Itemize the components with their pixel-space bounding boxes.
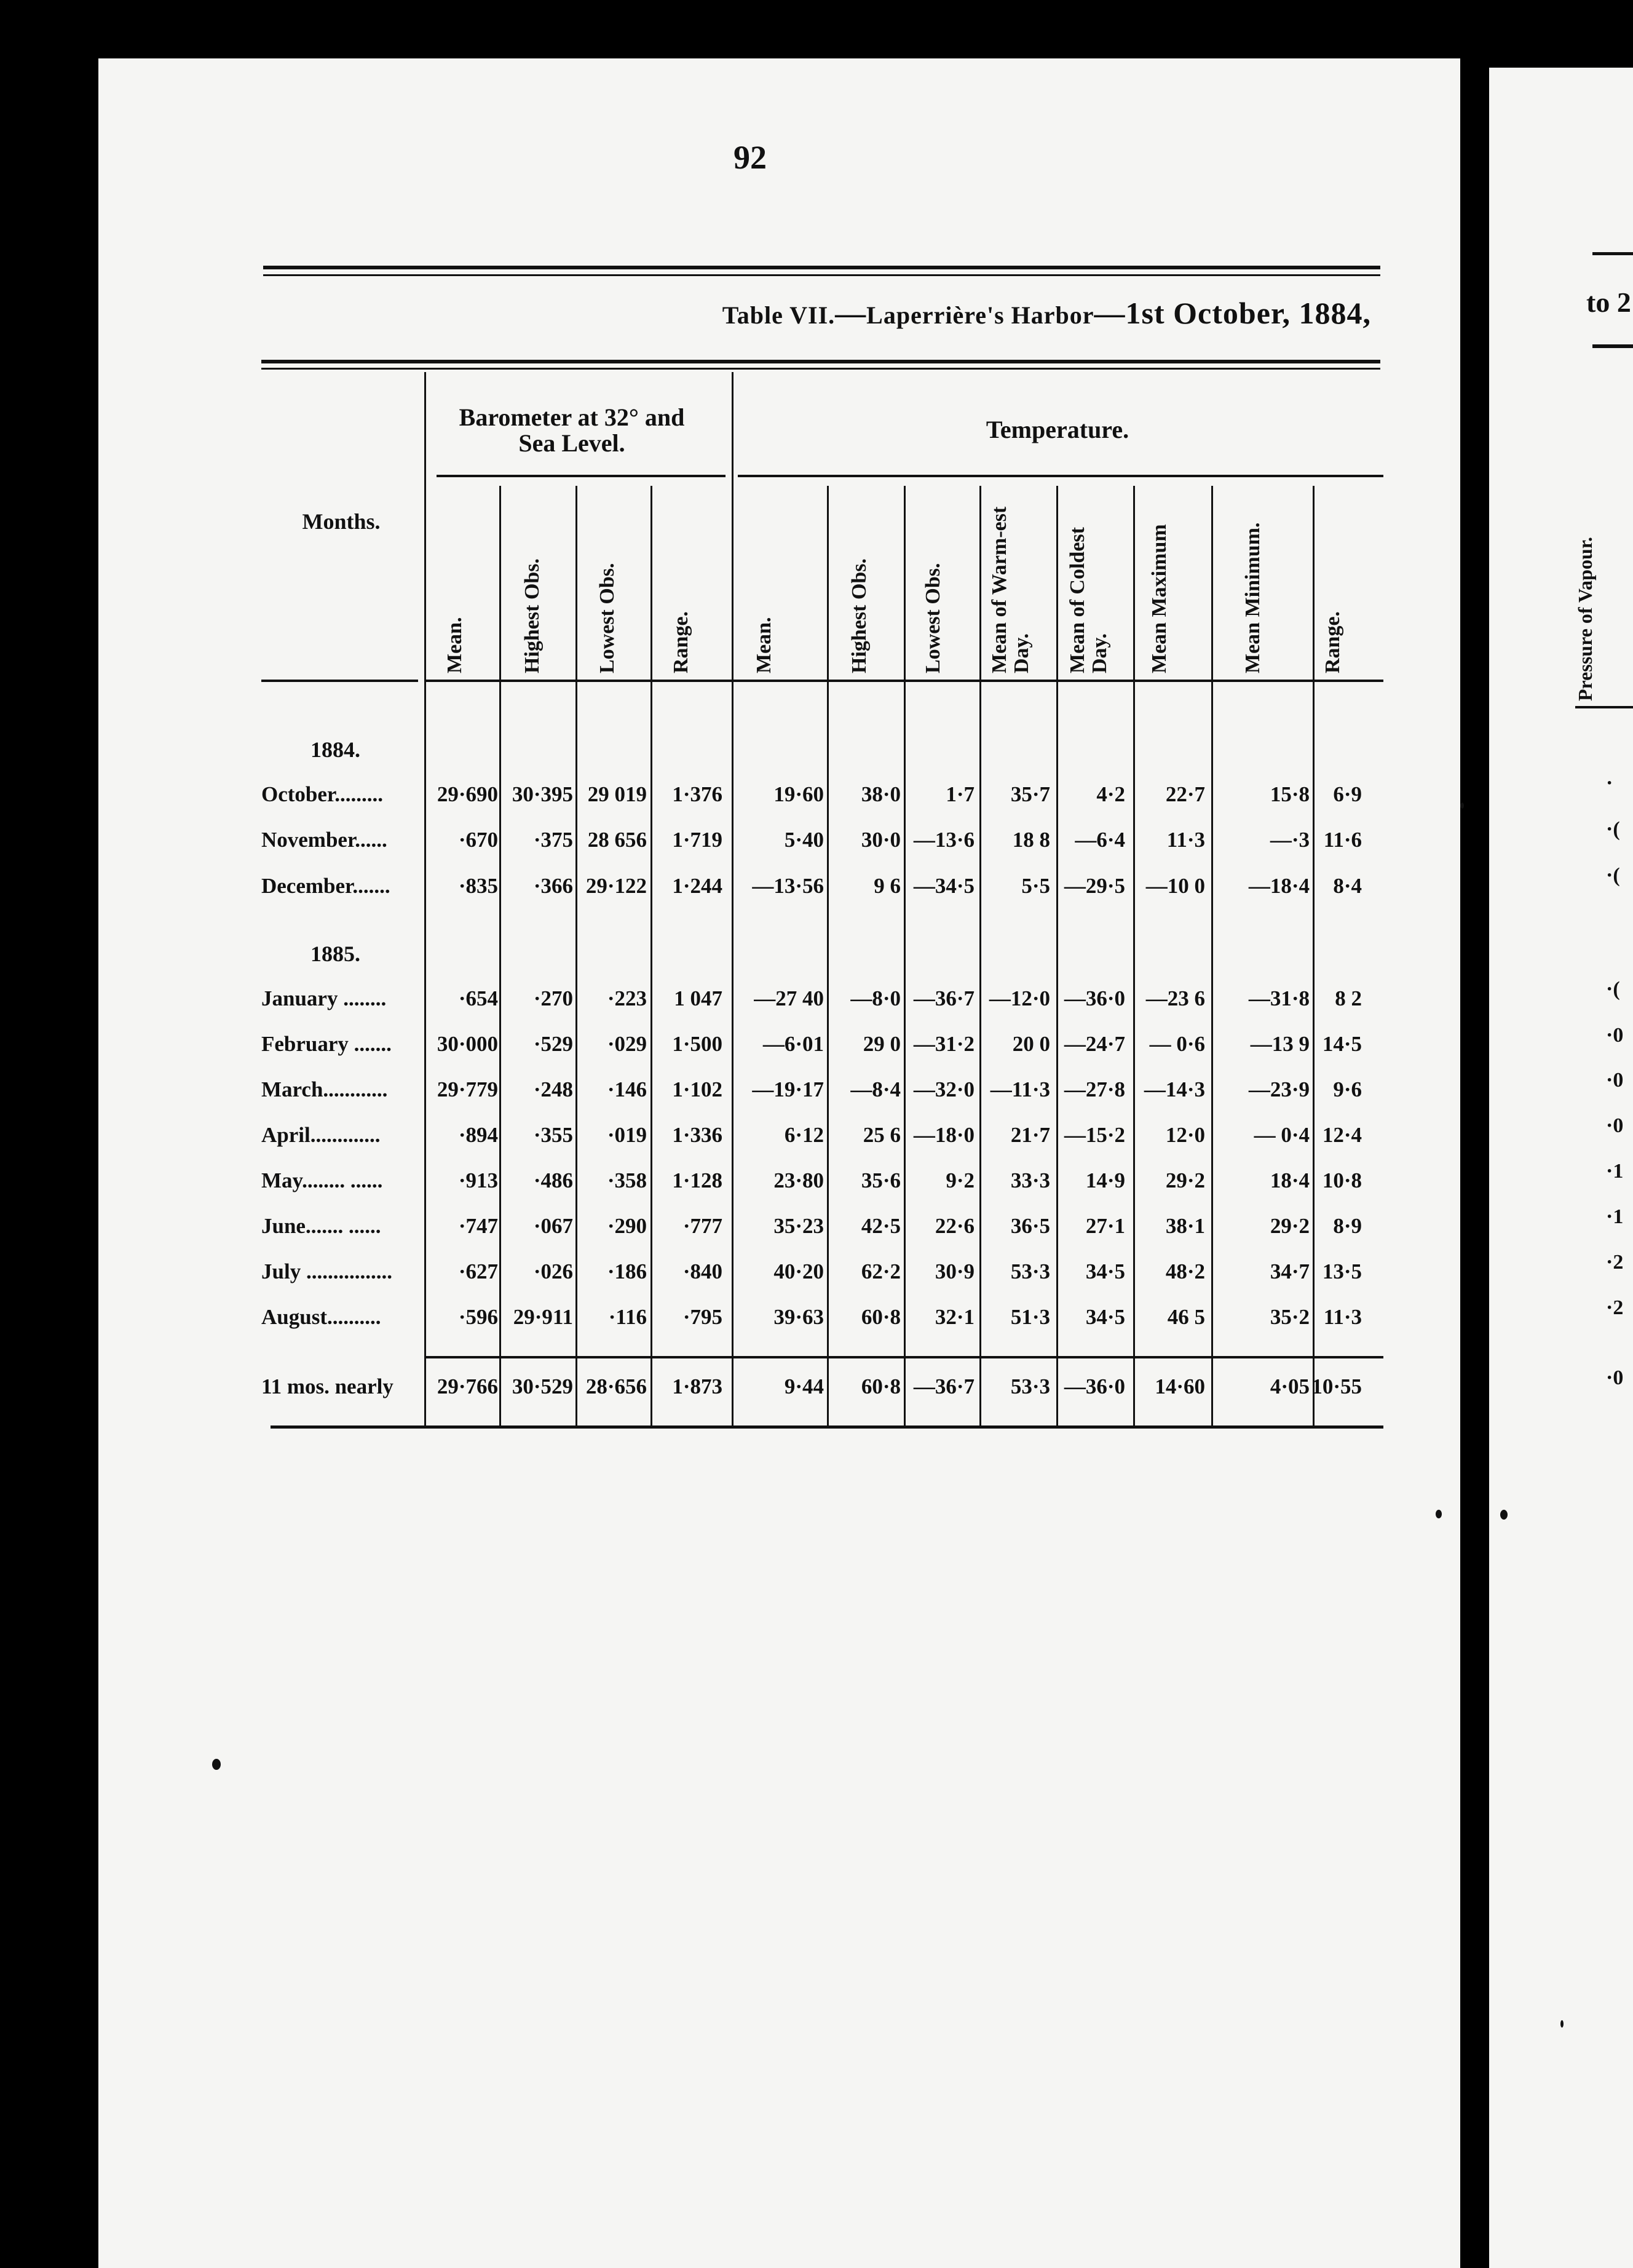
year-label-1885: 1885. xyxy=(310,942,360,966)
summary-row-cell: 30·529 xyxy=(512,1374,573,1398)
table-row-label: October......... xyxy=(261,782,383,806)
table-row-cell: ·670 xyxy=(458,828,498,852)
summary-row-cell: 1·873 xyxy=(672,1374,722,1398)
table-row-cell: ·627 xyxy=(458,1259,498,1283)
table-row-cell: —·3 xyxy=(1270,828,1310,852)
table-row-cell: —15·2 xyxy=(1064,1123,1125,1147)
scan-speck xyxy=(1560,2020,1564,2028)
table-row-cell: 29·779 xyxy=(437,1077,498,1101)
summary-row-cell: —36·0 xyxy=(1064,1374,1125,1398)
table-row-cell: 29·2 xyxy=(1270,1214,1310,1238)
table-row-cell: 11·3 xyxy=(1166,828,1205,852)
top-rule-thin xyxy=(263,274,1380,276)
table-row-cell: 1·128 xyxy=(672,1168,722,1192)
table-row-cell: ·355 xyxy=(533,1123,573,1147)
table-row-label: January ........ xyxy=(261,986,387,1010)
scan-speck xyxy=(1460,803,1464,809)
table-row-cell: 11·3 xyxy=(1323,1305,1362,1329)
right-page-value: ·0 xyxy=(1606,1024,1624,1047)
table-row-cell: ·116 xyxy=(608,1305,647,1329)
table-row-cell: 35·2 xyxy=(1270,1305,1310,1329)
table-row-cell: —11·3 xyxy=(990,1077,1050,1101)
table-row-cell: 19·60 xyxy=(773,782,824,806)
months-header: Months. xyxy=(302,509,381,534)
right-page-value: ·0 xyxy=(1606,1114,1624,1137)
table-row-cell: ·777 xyxy=(682,1214,722,1238)
table-row-cell: ·248 xyxy=(533,1077,573,1101)
table-row-cell: ·019 xyxy=(607,1123,647,1147)
table-label: Table VII. xyxy=(722,301,836,329)
table-row-cell: 29·2 xyxy=(1165,1168,1205,1192)
table-row-cell: 29·690 xyxy=(437,782,498,806)
column-divider xyxy=(979,486,981,1425)
column-header: Range. xyxy=(1321,611,1344,673)
table-row-label: November...... xyxy=(261,828,387,852)
right-page-title: to 2 xyxy=(1586,287,1631,318)
right-page-value: · xyxy=(1606,772,1613,795)
table-row-cell: 23·80 xyxy=(773,1168,824,1192)
year-label-1884: 1884. xyxy=(310,737,360,762)
table-row-cell: —27·8 xyxy=(1064,1077,1125,1101)
temperature-group-rule xyxy=(738,475,1383,477)
right-page-rule xyxy=(1592,252,1633,255)
table-row-cell: 1·102 xyxy=(672,1077,722,1101)
table-row-cell: 8·4 xyxy=(1333,874,1362,898)
summary-row-cell: 9·44 xyxy=(784,1374,824,1398)
table-row-cell: 14·5 xyxy=(1322,1032,1362,1056)
table-row-cell: —8·0 xyxy=(850,986,901,1010)
table-row-label: May........ ...... xyxy=(261,1168,383,1192)
table-row-cell: 22·6 xyxy=(935,1214,975,1238)
right-page-value: ·1 xyxy=(1606,1160,1624,1183)
table-row-cell: 20 0 xyxy=(1012,1032,1050,1056)
table-row-cell: 29 019 xyxy=(587,782,647,806)
table-row-cell: 35·6 xyxy=(861,1168,901,1192)
table-row-label: December....... xyxy=(261,874,390,898)
table-row-cell: —13·56 xyxy=(752,874,824,898)
right-page-value: ·( xyxy=(1606,978,1620,1001)
table-row-cell: 1·244 xyxy=(672,874,722,898)
table-row-cell: 1·7 xyxy=(946,782,975,806)
summary-row-cell: 60·8 xyxy=(861,1374,901,1398)
summary-rule xyxy=(424,1356,1383,1358)
column-divider xyxy=(1133,486,1135,1425)
document-page xyxy=(98,58,1460,2268)
column-header: Mean Minimum. xyxy=(1241,522,1264,673)
table-row-cell: ·029 xyxy=(607,1032,647,1056)
table-row-label: June....... ...... xyxy=(261,1214,381,1238)
table-row-label: February ....... xyxy=(261,1032,392,1056)
column-header: Mean. xyxy=(443,617,466,673)
table-row-cell: 34·5 xyxy=(1085,1305,1125,1329)
scan-speck xyxy=(1436,1510,1442,1518)
table-row-cell: 18·4 xyxy=(1270,1168,1310,1192)
title-rule-thin xyxy=(261,368,1380,370)
table-row-cell: 29·122 xyxy=(585,874,647,898)
table-row-cell: —14·3 xyxy=(1144,1077,1205,1101)
table-row-cell: 1·719 xyxy=(672,828,722,852)
table-row-cell: ·529 xyxy=(533,1032,573,1056)
title-rule xyxy=(261,360,1380,363)
table-row-cell: — 0·4 xyxy=(1254,1123,1310,1147)
table-row-cell: ·894 xyxy=(458,1123,498,1147)
top-rule xyxy=(263,266,1380,269)
table-row-label: April............. xyxy=(261,1123,381,1147)
table-row-cell: —18·4 xyxy=(1248,874,1310,898)
table-row-cell: 14·9 xyxy=(1085,1168,1125,1192)
right-page-header-rule xyxy=(1575,706,1633,708)
barometer-header: Barometer at 32° and Sea Level. xyxy=(459,403,685,457)
column-header: Lowest Obs. xyxy=(596,563,619,673)
table-row-cell: 53·3 xyxy=(1010,1259,1050,1283)
table-row-cell: 1·336 xyxy=(672,1123,722,1147)
table-row-cell: ·358 xyxy=(607,1168,647,1192)
table-row-cell: 51·3 xyxy=(1010,1305,1050,1329)
table-row-cell: ·223 xyxy=(607,986,647,1010)
column-header: Range. xyxy=(670,611,692,673)
table-row-cell: —19·17 xyxy=(752,1077,824,1101)
table-row-cell: 48·2 xyxy=(1165,1259,1205,1283)
table-row-cell: 9·6 xyxy=(1333,1077,1362,1101)
table-row-cell: 8·9 xyxy=(1333,1214,1362,1238)
table-row-cell: 25 6 xyxy=(863,1123,901,1147)
table-row-cell: 32·1 xyxy=(935,1305,975,1329)
table-title: Table VII.—Laperrière's Harbor—1st October, 1884, xyxy=(722,296,1371,330)
table-row-cell: —24·7 xyxy=(1064,1032,1125,1056)
table-row-cell: 6·9 xyxy=(1333,782,1362,806)
table-row-cell: 9·2 xyxy=(946,1168,975,1192)
column-divider xyxy=(499,486,501,1425)
table-row-cell: —13 9 xyxy=(1250,1032,1310,1056)
table-row-label: July ................ xyxy=(261,1259,392,1283)
table-row-cell: 27·1 xyxy=(1085,1214,1125,1238)
table-row-cell: —8·4 xyxy=(850,1077,901,1101)
table-row-cell: 34·5 xyxy=(1085,1259,1125,1283)
table-row-cell: 29 0 xyxy=(863,1032,901,1056)
table-row-cell: 9 6 xyxy=(874,874,901,898)
table-row-cell: 28 656 xyxy=(587,828,647,852)
table-row-cell: 1·500 xyxy=(672,1032,722,1056)
table-row-cell: —32·0 xyxy=(913,1077,975,1101)
summary-row-cell: 28·656 xyxy=(585,1374,647,1398)
table-row-cell: —36·7 xyxy=(913,986,975,1010)
table-row-cell: 15·8 xyxy=(1270,782,1310,806)
table-row-cell: 35·7 xyxy=(1010,782,1050,806)
table-row-cell: —23·9 xyxy=(1248,1077,1310,1101)
table-row-label: August.......... xyxy=(261,1305,381,1329)
right-page-header: Pressure of Vapour. xyxy=(1574,536,1596,701)
table-row-cell: ·654 xyxy=(458,986,498,1010)
table-row-cell: ·795 xyxy=(682,1305,722,1329)
table-row-cell: —36·0 xyxy=(1064,986,1125,1010)
column-header: Lowest Obs. xyxy=(922,563,944,673)
station-name: Laperrière's Harbor xyxy=(866,301,1094,329)
table-row-cell: 35·23 xyxy=(773,1214,824,1238)
table-row-cell: ·026 xyxy=(533,1259,573,1283)
summary-row-cell: 29·766 xyxy=(437,1374,498,1398)
table-row-cell: —12·0 xyxy=(989,986,1050,1010)
scan-speck xyxy=(1500,1510,1508,1520)
table-row-cell: 46 5 xyxy=(1167,1305,1205,1329)
right-page-value: ·0 xyxy=(1606,1069,1624,1092)
table-row-cell: —31·8 xyxy=(1248,986,1310,1010)
summary-row-label: 11 mos. nearly xyxy=(261,1374,393,1398)
table-row-cell: —10 0 xyxy=(1145,874,1205,898)
right-page-value: ·2 xyxy=(1606,1296,1624,1319)
header-rule-columns xyxy=(424,680,1383,682)
table-row-cell: 1·376 xyxy=(672,782,722,806)
column-header: Highest Obs. xyxy=(848,558,871,673)
table-row-cell: 38·1 xyxy=(1165,1214,1205,1238)
summary-row-cell: 53·3 xyxy=(1010,1374,1050,1398)
table-row-cell: —27 40 xyxy=(754,986,824,1010)
table-row-cell: 6·12 xyxy=(784,1123,824,1147)
right-page-value: ·1 xyxy=(1606,1205,1624,1228)
table-row-cell: 8 2 xyxy=(1335,986,1362,1010)
table-row-cell: 33·3 xyxy=(1010,1168,1050,1192)
table-row-cell: —6·4 xyxy=(1075,828,1125,852)
table-row-cell: ·290 xyxy=(607,1214,647,1238)
right-page-value: ·( xyxy=(1606,864,1620,887)
table-row-cell: —34·5 xyxy=(913,874,975,898)
table-row-cell: ·186 xyxy=(607,1259,647,1283)
table-row-cell: 30·000 xyxy=(437,1032,498,1056)
summary-row-cell: —36·7 xyxy=(913,1374,975,1398)
right-page-value: ·2 xyxy=(1606,1251,1624,1274)
summary-row-cell: 4·05 xyxy=(1270,1374,1310,1398)
table-row-cell: —31·2 xyxy=(913,1032,975,1056)
table-row-cell: —13·6 xyxy=(913,828,975,852)
barometer-group-rule xyxy=(437,475,726,477)
right-page-value: ·( xyxy=(1606,818,1620,841)
table-row-cell: ·486 xyxy=(533,1168,573,1192)
column-header: Mean of Warm-est Day. xyxy=(988,506,1033,673)
table-row-cell: 62·2 xyxy=(861,1259,901,1283)
table-row-cell: 40·20 xyxy=(773,1259,824,1283)
table-row-cell: 1 047 xyxy=(674,986,722,1010)
column-header: Highest Obs. xyxy=(521,558,544,673)
table-row-cell: —29·5 xyxy=(1064,874,1125,898)
column-divider xyxy=(827,486,829,1425)
right-page-value: ·0 xyxy=(1606,1366,1624,1389)
summary-row-cell: 14·60 xyxy=(1155,1374,1205,1398)
table-row-cell: 5·40 xyxy=(784,828,824,852)
right-page-title-rule xyxy=(1592,344,1633,348)
table-date: 1st October, 1884, xyxy=(1125,296,1371,330)
column-divider xyxy=(650,486,652,1425)
column-header: Mean. xyxy=(753,617,775,673)
table-row-cell: 30·9 xyxy=(935,1259,975,1283)
table-row-cell: 22·7 xyxy=(1165,782,1205,806)
scan-speck xyxy=(212,1759,221,1770)
table-row-cell: ·840 xyxy=(682,1259,722,1283)
column-divider xyxy=(1211,486,1213,1425)
table-row-cell: 11·6 xyxy=(1323,828,1362,852)
table-row-cell: —23 6 xyxy=(1145,986,1205,1010)
table-row-cell: 29·911 xyxy=(513,1305,573,1329)
temperature-header: Temperature. xyxy=(986,416,1129,443)
table-row-cell: ·747 xyxy=(458,1214,498,1238)
table-row-cell: ·067 xyxy=(533,1214,573,1238)
table-row-cell: ·146 xyxy=(607,1077,647,1101)
column-divider xyxy=(575,486,577,1425)
column-divider xyxy=(1056,486,1058,1425)
table-row-cell: 12·4 xyxy=(1322,1123,1362,1147)
table-row-cell: 21·7 xyxy=(1010,1123,1050,1147)
table-row-cell: ·366 xyxy=(533,874,573,898)
table-row-cell: 5·5 xyxy=(1021,874,1050,898)
summary-row-cell: 10·55 xyxy=(1311,1374,1362,1398)
column-header: Mean of Coldest Day. xyxy=(1066,527,1111,673)
bottom-rule xyxy=(271,1425,1383,1429)
table-row-cell: 4·2 xyxy=(1096,782,1125,806)
table-row-cell: 18 8 xyxy=(1012,828,1050,852)
table-row-cell: 12·0 xyxy=(1165,1123,1205,1147)
table-row-cell: 30·395 xyxy=(512,782,573,806)
table-row-cell: ·913 xyxy=(458,1168,498,1192)
table-row-cell: 13·5 xyxy=(1322,1259,1362,1283)
table-row-cell: 36·5 xyxy=(1010,1214,1050,1238)
column-divider xyxy=(1313,486,1315,1425)
table-row-cell: 10·8 xyxy=(1322,1168,1362,1192)
table-row-cell: 34·7 xyxy=(1270,1259,1310,1283)
table-row-cell: —6·01 xyxy=(762,1032,824,1056)
table-row-cell: ·596 xyxy=(458,1305,498,1329)
table-row-cell: 60·8 xyxy=(861,1305,901,1329)
table-row-cell: ·835 xyxy=(458,874,498,898)
table-row-cell: ·270 xyxy=(533,986,573,1010)
table-row-cell: 42·5 xyxy=(861,1214,901,1238)
header-rule-months xyxy=(261,680,418,682)
table-row-cell: ·375 xyxy=(533,828,573,852)
table-row-cell: —18·0 xyxy=(913,1123,975,1147)
table-row-cell: 38·0 xyxy=(861,782,901,806)
column-header: Mean Maximum xyxy=(1148,524,1171,673)
table-row-cell: — 0·6 xyxy=(1149,1032,1205,1056)
table-row-cell: 30·0 xyxy=(861,828,901,852)
table-row-cell: 39·63 xyxy=(773,1305,824,1329)
column-divider xyxy=(904,486,906,1425)
table-row-label: March............ xyxy=(261,1077,388,1101)
page-number: 92 xyxy=(733,139,767,176)
